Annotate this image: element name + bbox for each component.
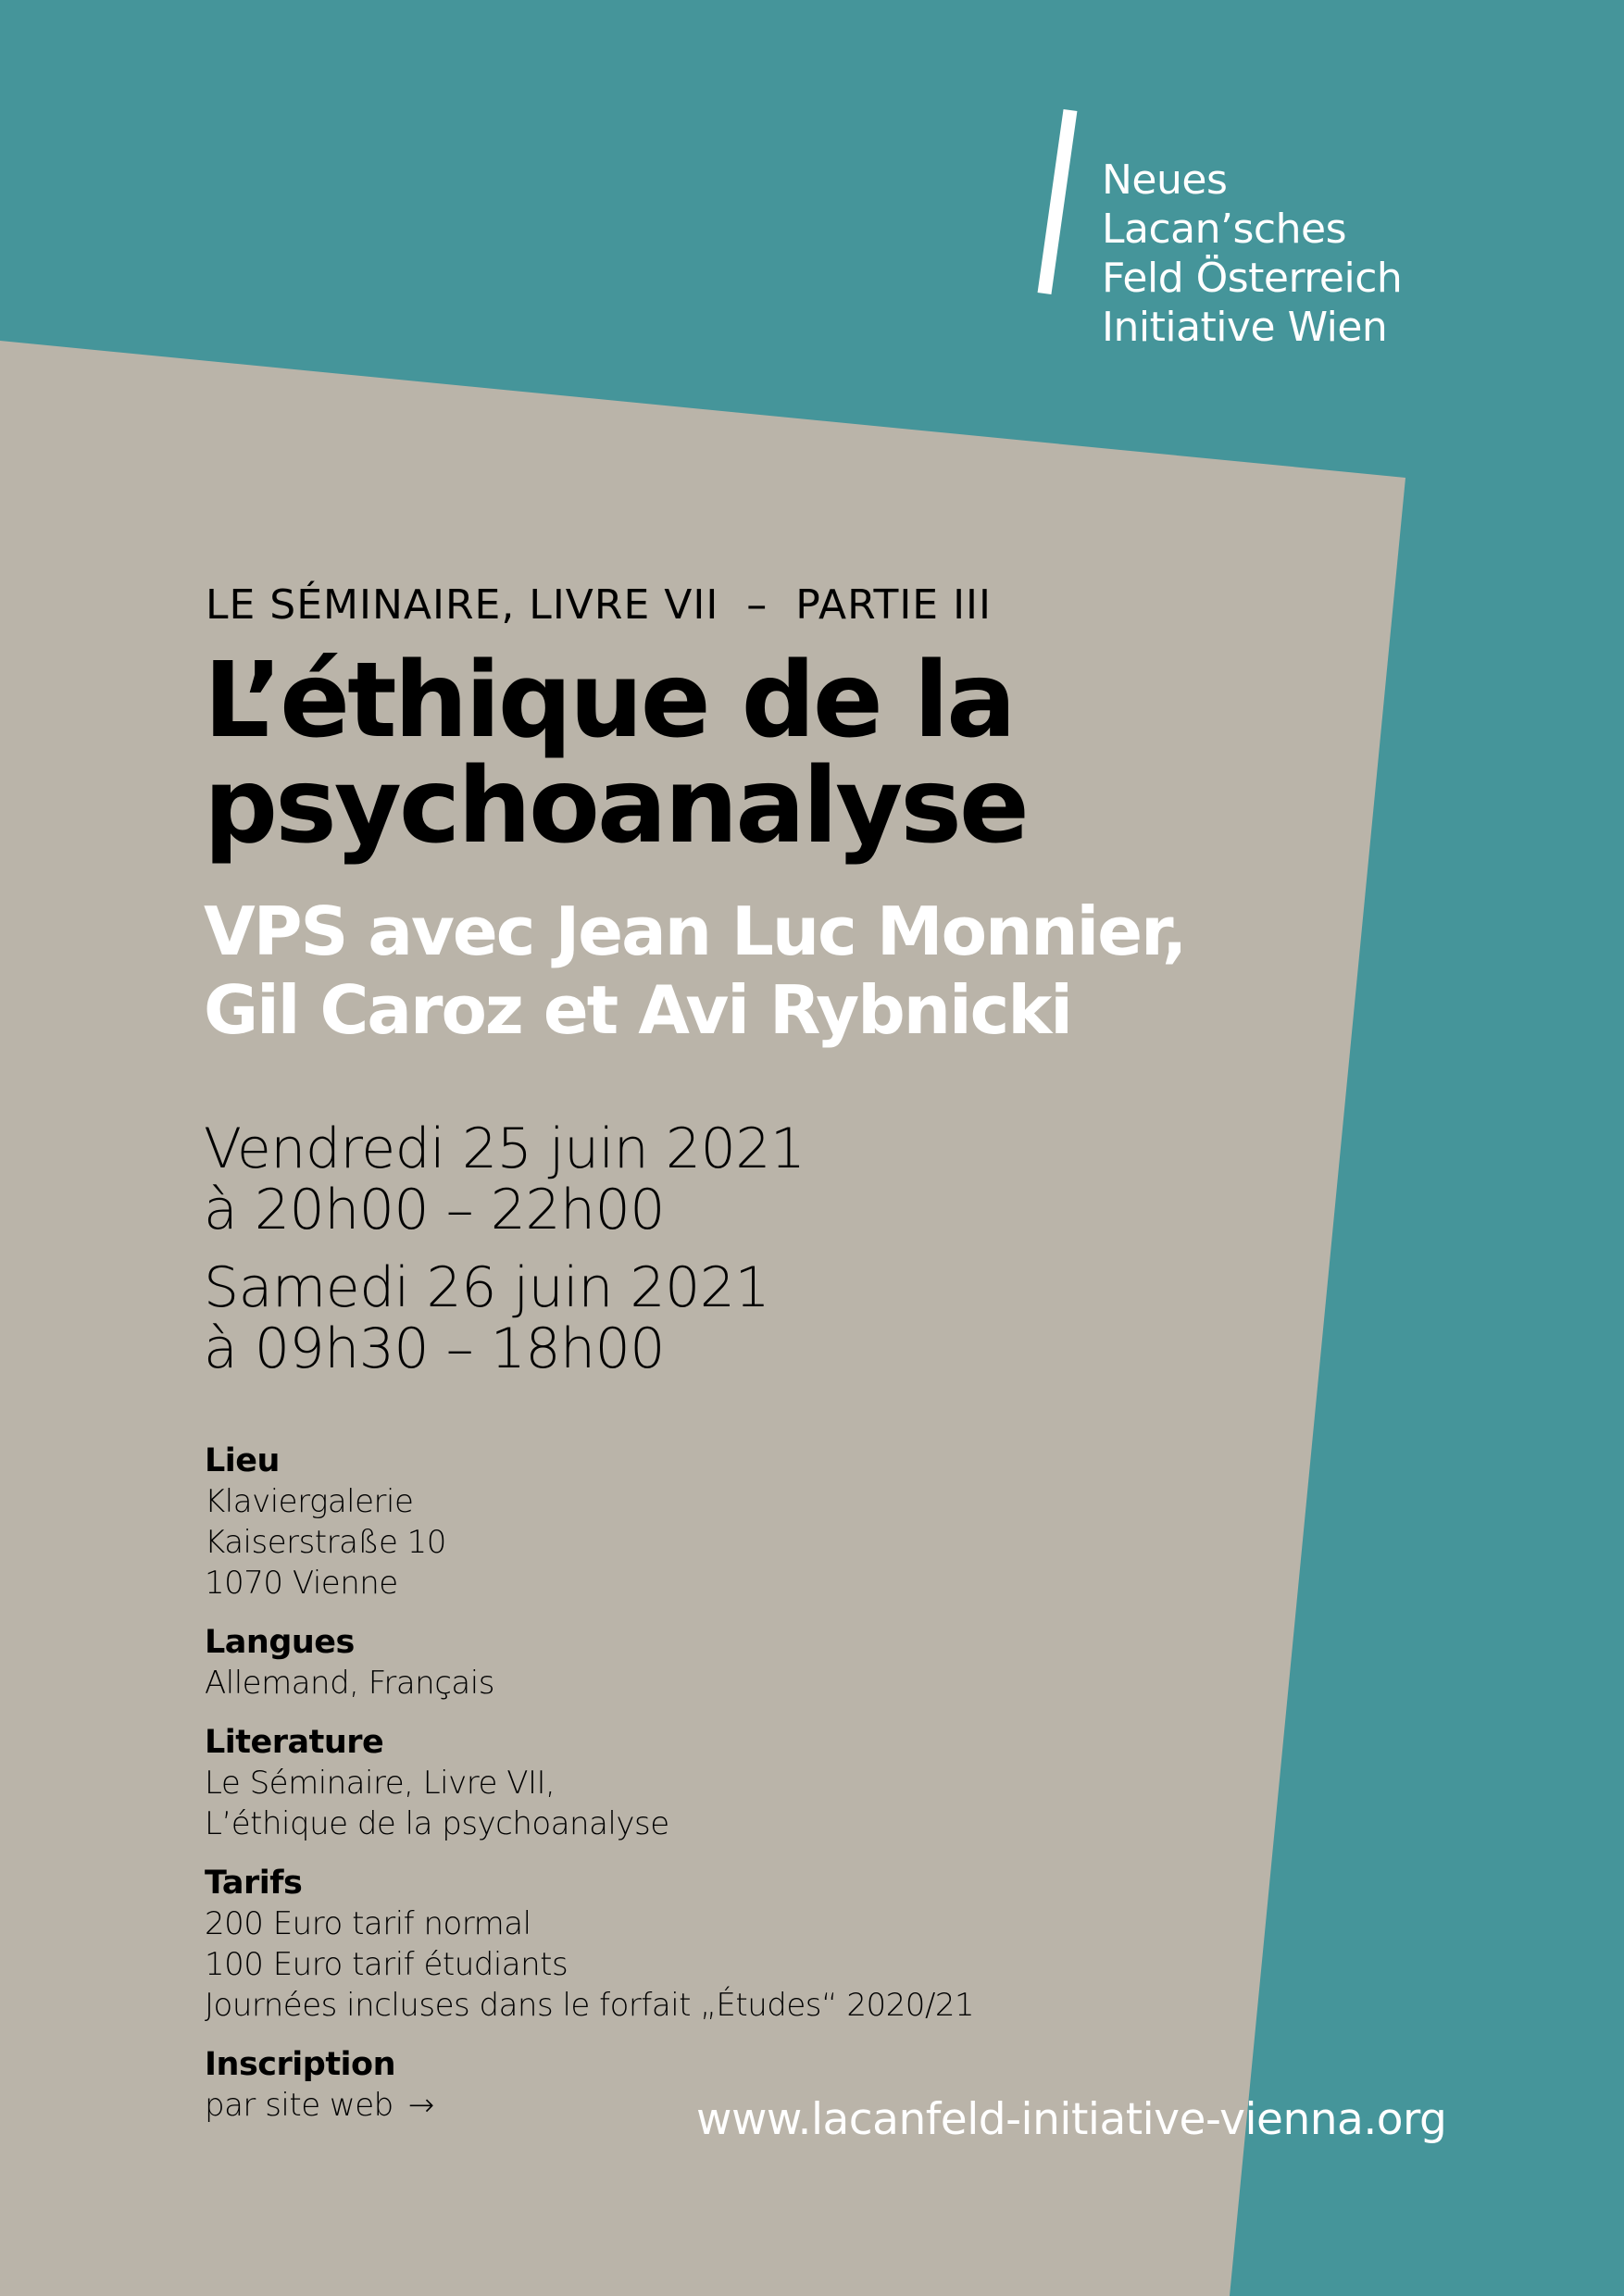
info-line: L’éthique de la psychoanalyse: [205, 1805, 669, 1842]
info-langues: [205, 1622, 974, 1703]
info-heading: Literature: [205, 1724, 384, 1761]
speakers-line: VPS avec Jean Luc Monnier,: [204, 892, 1186, 970]
date-friday: [204, 1118, 806, 1241]
seminar-kicker: LE SÉMINAIRE, LIVRE VII – PARTIE III: [206, 581, 993, 629]
info-heading: Lieu: [205, 1442, 280, 1479]
organization-logo-text: [1102, 156, 1402, 352]
event-info: [205, 1441, 974, 2144]
title-line: L’éthique de la: [204, 641, 1014, 761]
info-tarifs: [205, 1863, 974, 2026]
event-dates: [204, 1118, 806, 1396]
info-line: Allemand, Français: [205, 1665, 494, 1702]
info-heading: Langues: [205, 1624, 355, 1661]
date-time: à 09h30 – 18h00: [204, 1316, 665, 1381]
poster-title: [204, 641, 1027, 867]
date-day: Samedi 26 juin 2021: [204, 1255, 770, 1320]
info-heading: Tarifs: [205, 1865, 303, 1902]
info-lieu: [205, 1441, 974, 1603]
info-literature: [205, 1722, 974, 1844]
info-line: 200 Euro tarif normal: [205, 1905, 531, 1942]
logo-line: Neues: [1102, 156, 1228, 204]
logo-line: Initiative Wien: [1102, 304, 1388, 351]
logo-line: Lacan’sches: [1102, 206, 1346, 253]
info-line: Journées incluses dans le forfait „Études“ 2020/21: [205, 1987, 975, 2024]
title-line: psychoanalyse: [204, 746, 1027, 867]
registration-link-label: par site web: [205, 2087, 394, 2124]
info-line: Kaiserstraße 10: [205, 1524, 446, 1561]
date-time: à 20h00 – 22h00: [204, 1178, 665, 1242]
info-line: Le Séminaire, Livre VII,: [205, 1765, 556, 1802]
info-line: 100 Euro tarif étudiants: [205, 1946, 568, 1983]
logo-line: Feld Österreich: [1102, 255, 1403, 302]
date-saturday: [204, 1257, 806, 1379]
date-day: Vendredi 25 juin 2021: [204, 1117, 806, 1181]
info-line: 1070 Vienne: [205, 1565, 398, 1602]
speakers-line: Gil Caroz et Avi Rybnicki: [204, 971, 1071, 1049]
info-heading: Inscription: [205, 2046, 396, 2083]
arrow-right-icon: →: [407, 2087, 434, 2124]
speakers: [204, 892, 1185, 1050]
website-link[interactable]: www.lacanfeld-initiative-vienna.org: [696, 2094, 1447, 2145]
info-line: Klaviergalerie: [205, 1483, 414, 1520]
